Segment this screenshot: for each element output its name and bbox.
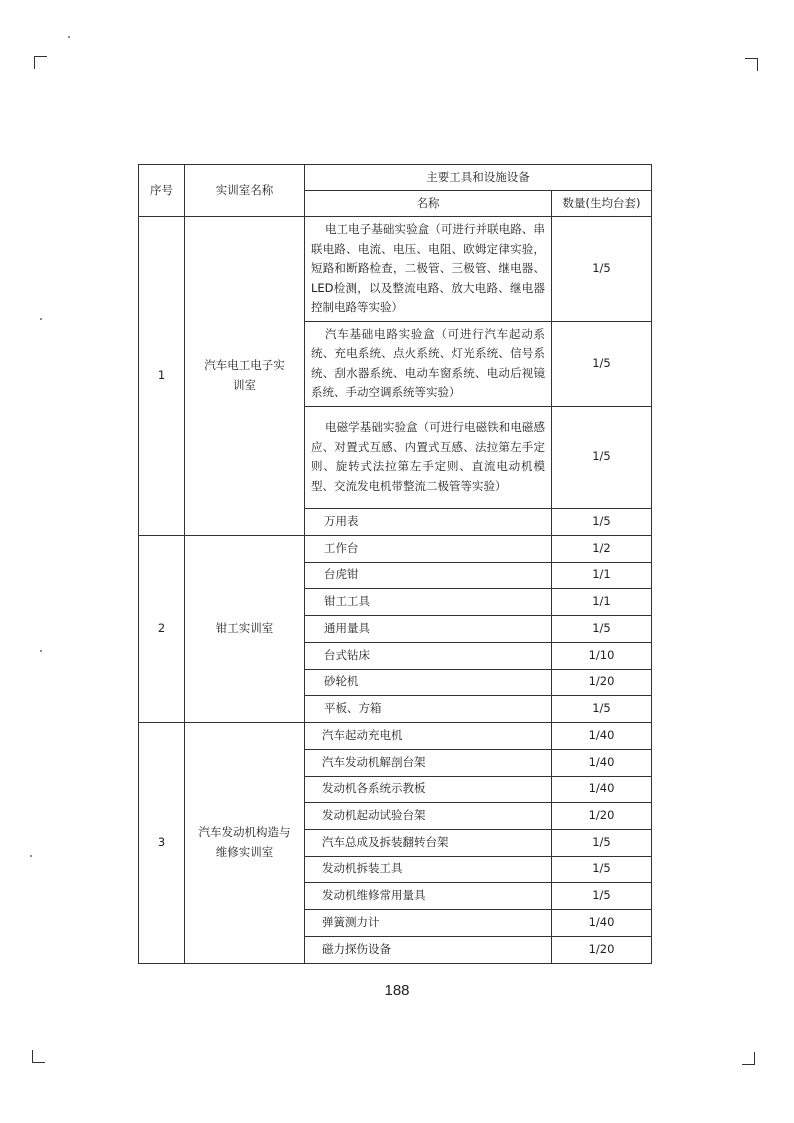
- equipment-quantity: 1/10: [552, 642, 652, 669]
- scan-speck: [40, 650, 42, 652]
- equipment-quantity: 1/1: [552, 562, 652, 588]
- crop-mark-top-right: [745, 58, 758, 71]
- page-number: 188: [384, 982, 410, 999]
- equipment-name: 发动机各系统示教板: [305, 776, 552, 802]
- crop-mark-bottom-left: [32, 1050, 45, 1063]
- equipment-name: 汽车基础电路实验盒（可进行汽车起动系统、充电系统、点火系统、灯光系统、信号系统、刮水器系统、电动车窗系统、电动后视镜系统、手动空调系统等实验）: [305, 321, 552, 406]
- equipment-quantity: 1/5: [552, 829, 652, 856]
- header-main-equipment: 主要工具和设施设备: [305, 165, 652, 191]
- scan-speck: [30, 855, 32, 857]
- equipment-quantity: 1/5: [552, 406, 652, 508]
- scan-speck: [68, 36, 70, 38]
- row-index: 2: [139, 535, 185, 722]
- equipment-quantity: 1/5: [552, 321, 652, 406]
- equipment-name: 通用量具: [305, 615, 552, 642]
- equipment-quantity: 1/20: [552, 936, 652, 963]
- room-name: 汽车发动机构造与维修实训室: [185, 722, 305, 963]
- equipment-name: 工作台: [305, 535, 552, 562]
- equipment-name: 汽车总成及拆装翻转台架: [305, 829, 552, 856]
- room-name: 汽车电工电子实训室: [185, 217, 305, 536]
- equipment-name: 磁力探伤设备: [305, 936, 552, 963]
- equipment-quantity: 1/1: [552, 588, 652, 615]
- equipment-name: 台式钻床: [305, 642, 552, 669]
- row-index: 1: [139, 217, 185, 536]
- equipment-name: 平板、方箱: [305, 695, 552, 722]
- room-name: 钳工实训室: [185, 535, 305, 722]
- equipment-quantity: 1/40: [552, 909, 652, 936]
- equipment-name: 万用表: [305, 508, 552, 535]
- crop-mark-top-left: [34, 56, 47, 69]
- header-room-name: 实训室名称: [185, 165, 305, 217]
- equipment-table: [138, 164, 652, 964]
- table-row: [139, 722, 652, 749]
- equipment-quantity: 1/20: [552, 802, 652, 829]
- equipment-quantity: 1/5: [552, 882, 652, 909]
- equipment-quantity: 1/5: [552, 695, 652, 722]
- equipment-quantity: 1/5: [552, 508, 652, 535]
- equipment-name: 发动机维修常用量具: [305, 882, 552, 909]
- table-header-row: [139, 165, 652, 191]
- equipment-quantity: 1/5: [552, 856, 652, 882]
- equipment-name: 发动机拆装工具: [305, 856, 552, 882]
- equipment-name: 弹簧测力计: [305, 909, 552, 936]
- scan-speck: [40, 318, 42, 320]
- crop-mark-bottom-right: [742, 1052, 755, 1065]
- equipment-quantity: 1/40: [552, 749, 652, 776]
- equipment-name: 发动机起动试验台架: [305, 802, 552, 829]
- equipment-name: 砂轮机: [305, 669, 552, 695]
- equipment-name: 汽车发动机解剖台架: [305, 749, 552, 776]
- equipment-name: 汽车起动充电机: [305, 722, 552, 749]
- row-index: 3: [139, 722, 185, 963]
- equipment-quantity: 1/40: [552, 722, 652, 749]
- equipment-name: 电磁学基础实验盒（可进行电磁铁和电磁感应、对置式互感、内置式互感、法拉第左手定则、旋转式法拉第左手定则、直流电动机模型、交流发电机带整流二极管等实验）: [305, 406, 552, 508]
- equipment-name: 电工电子基础实验盒（可进行并联电路、串联电路、电流、电压、电阻、欧姆定律实验，短路和断路检查，二极管、三极管、继电器、LED检测，以及整流电路、放大电路、继电器控制电路等实验）: [305, 217, 552, 322]
- equipment-name: 台虎钳: [305, 562, 552, 588]
- header-quantity: 数量(生均台套): [552, 191, 652, 217]
- table-row: [139, 217, 652, 322]
- equipment-quantity: 1/5: [552, 217, 652, 322]
- table-row: [139, 535, 652, 562]
- equipment-name: 钳工工具: [305, 588, 552, 615]
- header-index: 序号: [139, 165, 185, 217]
- equipment-quantity: 1/40: [552, 776, 652, 802]
- equipment-quantity: 1/2: [552, 535, 652, 562]
- header-name: 名称: [305, 191, 552, 217]
- equipment-quantity: 1/20: [552, 669, 652, 695]
- equipment-quantity: 1/5: [552, 615, 652, 642]
